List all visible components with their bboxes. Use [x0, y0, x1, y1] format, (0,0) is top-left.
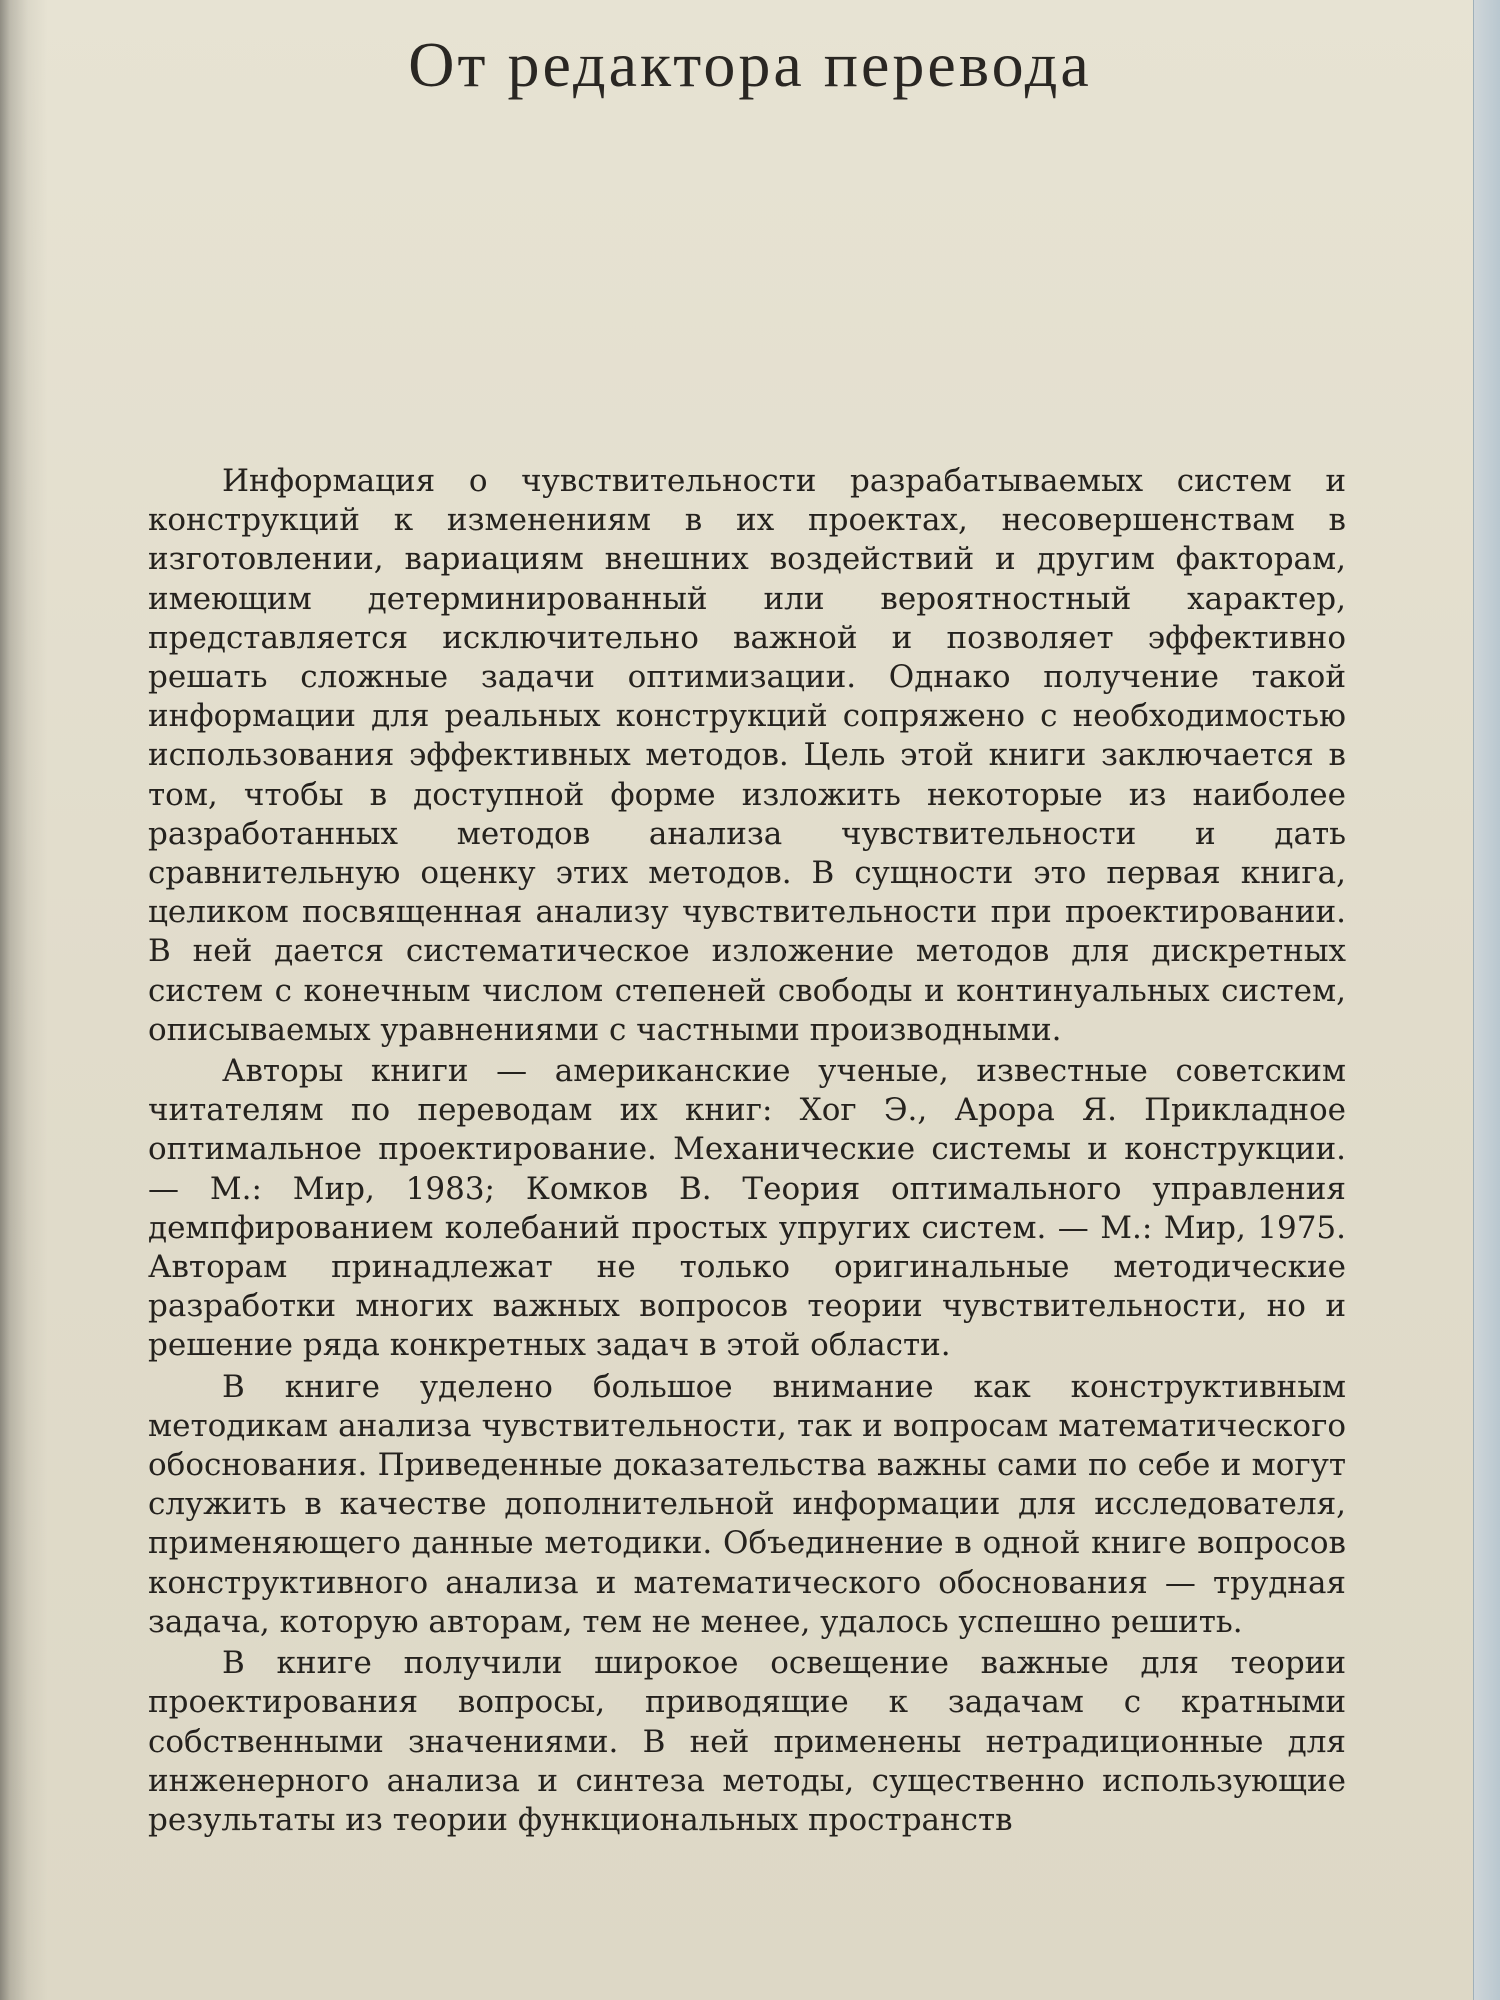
paragraph-2: Авторы книги — американские ученые, известные советским читателям по переводам их книг: Хог Э., Арора Я. Прикладное оптимальное проектирование. Механические системы и конструкции. — М.: Мир, 1983; Комков В. Теория оптимального управления демпфированием колебаний простых упругих систем. — М.: Мир, 1975. Авторам принадлежат не только оригинальные методические разработки многих важных вопросов теории чувствительности, но и решение ряда конкретных задач в этой области.	[148, 1053, 1346, 1364]
paragraph-1: Информация о чувствительности разрабатываемых систем и конструкций к изменениям в их проектах, несовершенствам в изготовлении, вариациям внешних воздействий и другим факторам, имеющим детерминированный или вероятностный характер, представляется исключительно важной и позволяет эффективно решать сложные задачи оптимизации. Однако получение такой информации для реальных конструкций сопряжено с необходимостью использования эффективных методов. Цель этой книги заключается в том, чтобы в доступной форме изложить некоторые из наиболее разработанных методов анализа чувствительности и дать сравнительную оценку этих методов. В сущности это первая книга, целиком посвященная анализу чувствительности при проектировании. В ней дается систематическое изложение методов для дискретных систем с конечным числом степеней свободы и континуальных систем, описываемых уравнениями с частными производными.	[148, 463, 1346, 1048]
adjacent-page-edge	[1473, 0, 1500, 2000]
page-title: От редактора перевода	[408, 29, 1092, 100]
paragraph-3: В книге уделено большое внимание как конструктивным методикам анализа чувствительности, так и вопросам математического обоснования. Приведенные доказательства важны сами по себе и могут служить в качестве дополнительной информации для исследователя, применяющего данные методики. Объединение в одной книге вопросов конструктивного анализа и математического обоснования — трудная задача, которую авторам, тем не менее, удалось успешно решить.	[148, 1368, 1346, 1640]
paragraph-4: В книге получили широкое освещение важные для теории проектирования вопросы, приводящие к задачам с кратными собственными значениями. В ней применены нетрадиционные для инженерного анализа и синтеза методы, существенно использующие результаты из теории функциональных пространств	[148, 1645, 1346, 1838]
body-text	[148, 462, 1346, 1840]
